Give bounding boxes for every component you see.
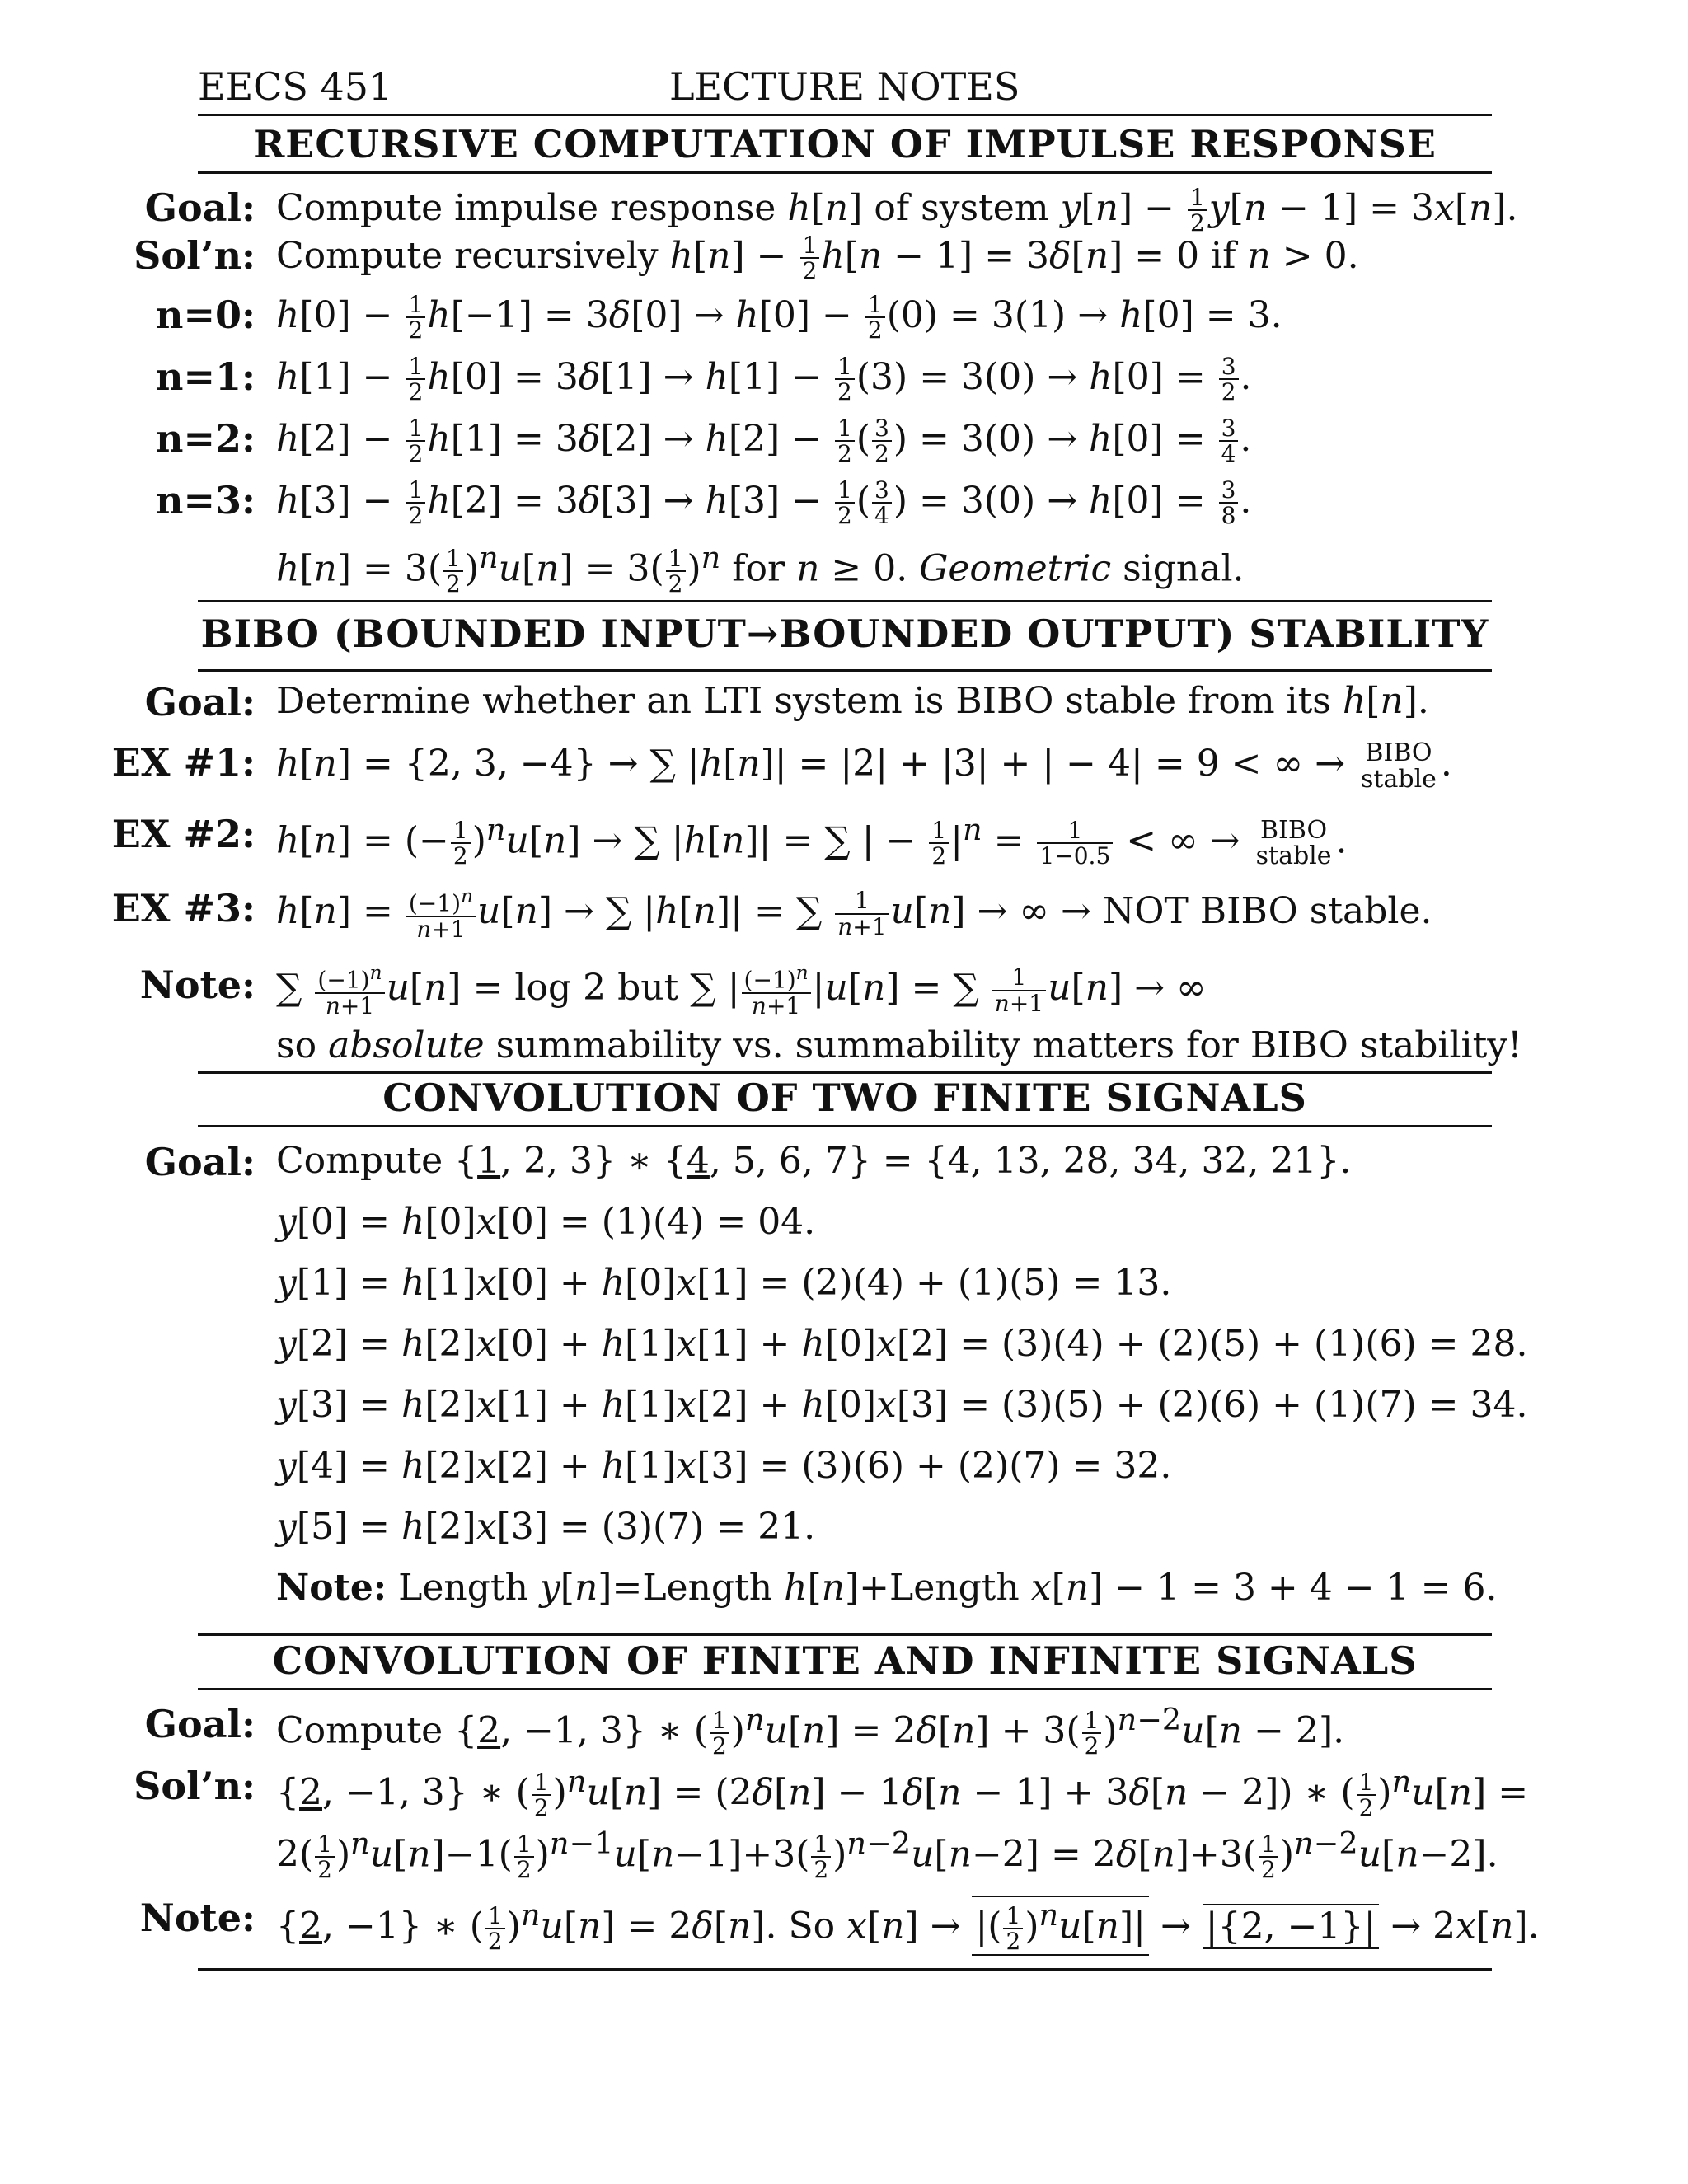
divider [198,600,1492,602]
math-line: {2, −1, 3} ∗ ( $\frac{1}{2}$ )$^n$u[n] = (2δ[n] − 1δ[n − 1] + 3δ[n − 2]) ∗ ( $\frac{1}{2}$ )$^n$u[n] = [276,1764,1529,1822]
row-label: Note: [139,963,256,1007]
math-line: y[1] = h[1]x[0] + h[0]x[1] = (2)(4) + (1)(5) = 13. [276,1262,1172,1304]
divider [198,114,1492,116]
row-label: EX #2: [111,812,256,856]
row-label: n=0: [156,293,256,337]
math-line: y[2] = h[2]x[0] + h[1]x[1] + h[0]x[2] = (3)(4) + (2)(5) + (1)(6) = 28. [276,1323,1528,1365]
math-line: h[n] = $\frac{(-1)^n}{n+1}$ u[n] → ∑ |h[n]| = ∑ $\frac{1}{n+1}$ u[n] → ∞ → NOT BIBO stable. [276,884,1432,943]
row-label: n=2: [156,416,256,461]
header-title: LECTURE NOTES [669,64,1020,109]
math-line: Compute {2, −1, 3} ∗ ( $\frac{1}{2}$ )$^n$u[n] = 2δ[n] + 3( $\frac{1}{2}$ )$^{n-2}$u[n − 2]. [276,1702,1345,1760]
course-code: EECS 451 [198,64,393,109]
row-label: Goal: [144,680,256,724]
divider [198,669,1492,672]
row-label: Sol’n: [134,1764,256,1808]
row-label: Sol’n: [134,233,256,278]
row-label: n=3: [156,478,256,523]
math-line: h[n] = {2, 3, −4} → ∑ |h[n]| = |2| + |3| + | − 4| = 9 < ∞ → BIBO stable . [276,738,1452,794]
math-line: 2( $\frac{1}{2}$ )$^n$u[n]−1( $\frac{1}{2}$ )$^{n-1}$u[n−1]+3( $\frac{1}{2}$ )$^{n-2}$u[n−2] = 2δ[n]+3( $\frac{1}{2}$ )$^{n-2}$u[n−2]. [276,1825,1498,1884]
math-line: Compute impulse response h[n] of system y[n] − $\frac{1}{2}$ y[n − 1] = 3x[n]. [276,184,1518,237]
math-line: Determine whether an LTI system is BIBO stable from its h[n]. [276,680,1429,722]
divider [198,171,1492,174]
row-label: EX #1: [111,740,256,785]
row-label: Goal: [144,185,256,230]
math-line: {2, −1} ∗ ( $\frac{1}{2}$ )$^n$u[n] = 2δ[n]. So x[n] → |( $\frac{1}{2}$ )$^n$u[n]| → |{2, −1}| → 2x[n]. [276,1897,1540,1956]
row-label: Note: [139,1896,256,1940]
divider [198,1633,1492,1636]
math-line: Compute {1, 2, 3} ∗ {4, 5, 6, 7} = {4, 13, 28, 34, 32, 21}. [276,1140,1352,1182]
math-line: Note: Length y[n]=Length h[n]+Length x[n] − 1 = 3 + 4 − 1 = 6. [276,1567,1498,1609]
math-line: h[0] − $\frac{1}{2}$ h[−1] = 3δ[0] → h[0] − $\frac{1}{2}$ (0) = 3(1) → h[0] = 3. [276,291,1282,344]
math-line: ∑ $\frac{(-1)^n}{n+1}$ u[n] = log 2 but ∑ | $\frac{(-1)^n}{n+1}$ |u[n] = ∑ $\frac{1}{n+1}$ u[n] → ∞ [276,961,1207,1019]
math-line: h[n] = 3( $\frac{1}{2}$ )$^n$u[n] = 3( $\frac{1}{2}$ )$^n$ for n ≥ 0. Geometric signal. [276,540,1245,598]
row-label: n=1: [156,354,256,399]
row-label: EX #3: [111,886,256,930]
row-label: Goal: [144,1702,256,1746]
math-line: so absolute summability vs. summability matters for BIBO stability! [276,1024,1522,1066]
math-line: y[0] = h[0]x[0] = (1)(4) = 04. [276,1201,816,1243]
section-title-infinite-conv: CONVOLUTION OF FINITE AND INFINITE SIGNALS [272,1638,1418,1683]
section-title-finite-conv: CONVOLUTION OF TWO FINITE SIGNALS [382,1076,1307,1120]
math-line: h[2] − $\frac{1}{2}$ h[1] = 3δ[2] → h[2] − $\frac{1}{2}$ ( $\frac{3}{2}$ ) = 3(0) → h[0] = $\frac{3}{4}$ . [276,415,1252,468]
divider [198,1688,1492,1690]
math-line: y[5] = h[2]x[3] = (3)(7) = 21. [276,1506,816,1548]
divider [198,1125,1492,1127]
divider [198,1071,1492,1074]
row-label: Goal: [144,1140,256,1184]
math-line: h[1] − $\frac{1}{2}$ h[0] = 3δ[1] → h[1] − $\frac{1}{2}$ (3) = 3(0) → h[0] = $\frac{3}{2}$ . [276,353,1252,406]
section-title-bibo: BIBO (BOUNDED INPUT→BOUNDED OUTPUT) STABILITY [200,612,1489,656]
math-line: h[3] − $\frac{1}{2}$ h[2] = 3δ[3] → h[3] − $\frac{1}{2}$ ( $\frac{3}{4}$ ) = 3(0) → h[0] = $\frac{3}{8}$ . [276,476,1252,530]
math-line: h[n] = (− $\frac{1}{2}$ )$^n$u[n] → ∑ |h[n]| = ∑ | − $\frac{1}{2}$ $|^n$ = $\frac{1}{1-0.5}$ < ∞ → BIBO stable . [276,812,1348,871]
math-line: y[3] = h[2]x[1] + h[1]x[2] + h[0]x[3] = (3)(5) + (2)(6) + (1)(7) = 34. [276,1384,1528,1426]
divider [198,1968,1492,1971]
math-line: Compute recursively h[n] − $\frac{1}{2}$ h[n − 1] = 3δ[n] = 0 if n > 0. [276,232,1359,285]
math-line: y[4] = h[2]x[2] + h[1]x[3] = (3)(6) + (2)(7) = 32. [276,1445,1172,1487]
section-title-recursive: RECURSIVE COMPUTATION OF IMPULSE RESPONSE [253,122,1437,166]
